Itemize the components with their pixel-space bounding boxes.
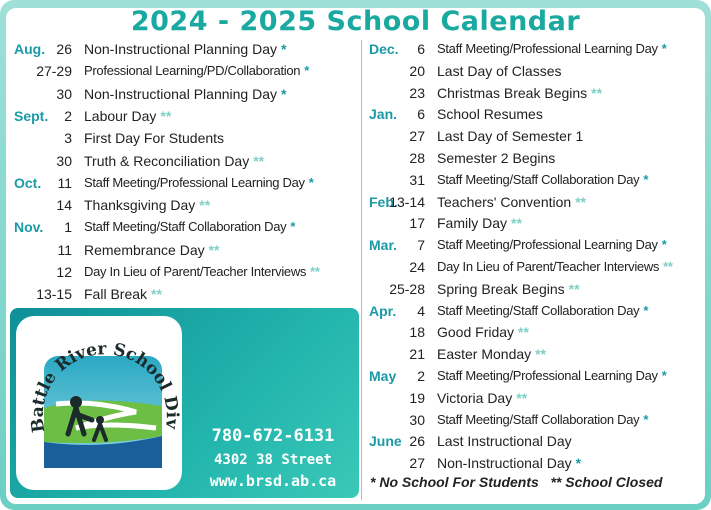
day-label: 21 (409, 346, 425, 363)
day-label: 23 (409, 84, 425, 101)
day-label: 28 (409, 150, 425, 166)
event-mark: * (281, 41, 287, 57)
calendar-row (369, 147, 711, 169)
day-label: 4 (417, 302, 425, 319)
event-mark: * (661, 368, 667, 383)
month-label: Dec. (369, 41, 399, 57)
calendar-row (14, 261, 364, 283)
event-label: Staff Meeting/Professional Learning Day (437, 368, 658, 383)
event-label: Non-Instructional Planning Day (84, 85, 277, 102)
calendar-row (369, 38, 711, 60)
event-label: Truth & Reconciliation Day (84, 152, 250, 169)
event-mark: ** (591, 84, 603, 101)
day-label: 26 (56, 41, 72, 57)
contact-website: www.brsd.ab.ca (209, 472, 337, 490)
day-label: 13-15 (36, 286, 72, 303)
logo-text: Battle River School Div (27, 339, 182, 434)
legend (370, 474, 662, 490)
calendar-row (369, 60, 711, 82)
month-label: Mar. (369, 237, 398, 254)
event-mark: ** (253, 152, 265, 169)
event-label: Staff Meeting/Professional Learning Day (84, 174, 305, 190)
day-label: 30 (409, 411, 425, 428)
event-label: Last Day of Classes (437, 62, 562, 79)
day-label: 18 (409, 324, 425, 341)
event-mark: ** (199, 197, 211, 214)
legend-no-school: * No School For Students (370, 474, 539, 490)
event-label: Victoria Day (437, 389, 513, 406)
calendar-row (14, 38, 364, 60)
day-label: 27 (409, 455, 425, 472)
calendar-row (14, 105, 364, 127)
day-label: 14 (56, 197, 72, 214)
day-label: 25-28 (389, 280, 425, 297)
event-label: Day In Lieu of Parent/Teacher Interviews (84, 264, 307, 279)
contact-phone: 780-672-6131 (211, 426, 335, 446)
event-mark: ** (208, 241, 220, 258)
calendar-row (14, 150, 364, 172)
event-mark: * (575, 455, 582, 472)
day-label: 6 (417, 106, 425, 123)
school-division-logo (16, 316, 182, 490)
day-label: 19 (409, 389, 425, 406)
calendar-row (14, 283, 364, 305)
event-mark: * (281, 85, 287, 102)
page-title: 2024 - 2025 School Calendar (130, 6, 581, 37)
month-label: Jan. (369, 106, 398, 123)
event-mark: * (308, 174, 314, 190)
calendar-row (14, 172, 364, 194)
calendar-row (369, 234, 711, 256)
event-mark: ** (516, 389, 528, 406)
event-mark: * (643, 171, 649, 187)
calendar-row (369, 430, 711, 452)
event-label: Staff Meeting/Professional Learning Day (437, 41, 658, 56)
day-label: 6 (417, 41, 425, 57)
day-label: 11 (57, 241, 72, 258)
day-label: 30 (56, 152, 72, 169)
event-label: Last Instructional Day (437, 433, 572, 450)
event-label: Staff Meeting/Staff Collaboration Day (84, 219, 287, 235)
calendar-row (14, 127, 364, 149)
event-label: Staff Meeting/Professional Learning Day (437, 237, 658, 253)
event-label: First Day For Students (84, 130, 225, 147)
event-mark: ** (151, 286, 162, 303)
event-label: Staff Meeting/Staff Collaboration Day (437, 171, 640, 187)
event-label: Labour Day (84, 107, 157, 124)
month-label: Feb. (369, 193, 398, 210)
event-label: Professional Learning/PD/Collaboration (84, 63, 301, 79)
event-label: Good Friday (437, 324, 515, 341)
day-label: 3 (64, 130, 72, 147)
event-mark: ** (518, 324, 529, 341)
month-label: Sept. (14, 107, 49, 124)
event-label: Spring Break Begins (437, 280, 565, 297)
event-mark: ** (535, 346, 547, 363)
day-label: 2 (64, 107, 72, 124)
event-mark: ** (575, 193, 587, 210)
calendar-row (369, 125, 711, 147)
day-label: 11 (57, 174, 72, 191)
event-label: Non-Instructional Day (437, 455, 572, 472)
month-label: May (369, 368, 397, 384)
event-mark: * (643, 302, 649, 318)
calendar-row (369, 321, 711, 343)
event-mark: ** (511, 215, 522, 232)
calendar-row (14, 239, 364, 261)
calendar-row (369, 212, 711, 234)
day-label: 1 (64, 219, 72, 236)
event-label: Remembrance Day (84, 241, 205, 258)
calendar-row (369, 256, 711, 278)
legend-school-closed: ** School Closed (550, 474, 663, 490)
day-label: 7 (417, 237, 425, 254)
month-label: June (369, 433, 402, 450)
calendar-row (14, 60, 364, 82)
month-label: Oct. (14, 174, 42, 191)
calendar-row (369, 103, 711, 125)
event-label: Fall Break (84, 286, 148, 303)
calendar-row (369, 452, 711, 474)
calendar-row (369, 278, 711, 300)
day-label: 24 (409, 259, 425, 275)
event-label: Family Day (437, 215, 508, 232)
event-mark: * (304, 63, 309, 79)
calendar-row (369, 387, 711, 409)
event-mark: * (290, 219, 296, 235)
event-label: Day In Lieu of Parent/Teacher Interviews (437, 259, 660, 274)
event-mark: * (661, 237, 667, 253)
day-label: 26 (409, 433, 425, 450)
event-label: Christmas Break Begins (437, 84, 588, 101)
event-label: Easter Monday (437, 346, 532, 363)
contact-address: 4302 38 Street (213, 452, 332, 468)
event-label: Semester 2 Begins (437, 150, 556, 166)
event-label: Thanksgiving Day (84, 197, 196, 214)
event-mark: ** (160, 107, 172, 124)
month-label: Aug. (14, 41, 46, 57)
calendar-row (369, 169, 711, 191)
calendar-row (369, 343, 711, 365)
event-label: Staff Meeting/Staff Collaboration Day (437, 302, 640, 318)
calendar-row (369, 82, 711, 104)
event-mark: ** (310, 264, 320, 279)
day-label: 31 (409, 171, 425, 188)
calendar-row (369, 409, 711, 431)
event-label: Non-Instructional Planning Day (84, 41, 277, 57)
event-label: Last Day of Semester 1 (437, 128, 584, 145)
calendar-row (14, 194, 364, 216)
day-label: 30 (56, 85, 72, 102)
calendar-row (369, 365, 711, 387)
day-label: 17 (409, 215, 425, 232)
day-label: 2 (417, 368, 425, 384)
event-mark: * (661, 41, 667, 56)
day-label: 13-14 (389, 193, 425, 210)
event-label: Staff Meeting/Staff Collaboration Day (437, 411, 640, 427)
calendar-row (14, 83, 364, 105)
day-label: 20 (409, 62, 425, 79)
event-mark: ** (568, 280, 580, 297)
event-mark: * (643, 411, 649, 427)
event-mark: ** (663, 259, 673, 274)
month-label: Nov. (14, 219, 44, 236)
month-label: Apr. (369, 302, 397, 319)
logo-graphic (16, 316, 182, 490)
day-label: 27-29 (36, 63, 72, 80)
calendar-row (369, 300, 711, 322)
day-label: 27 (409, 128, 425, 145)
event-label: Teachers' Convention (437, 193, 572, 210)
day-label: 12 (56, 264, 72, 280)
calendar-row (14, 216, 364, 238)
calendar-row (369, 191, 711, 213)
event-label: School Resumes (437, 106, 543, 123)
